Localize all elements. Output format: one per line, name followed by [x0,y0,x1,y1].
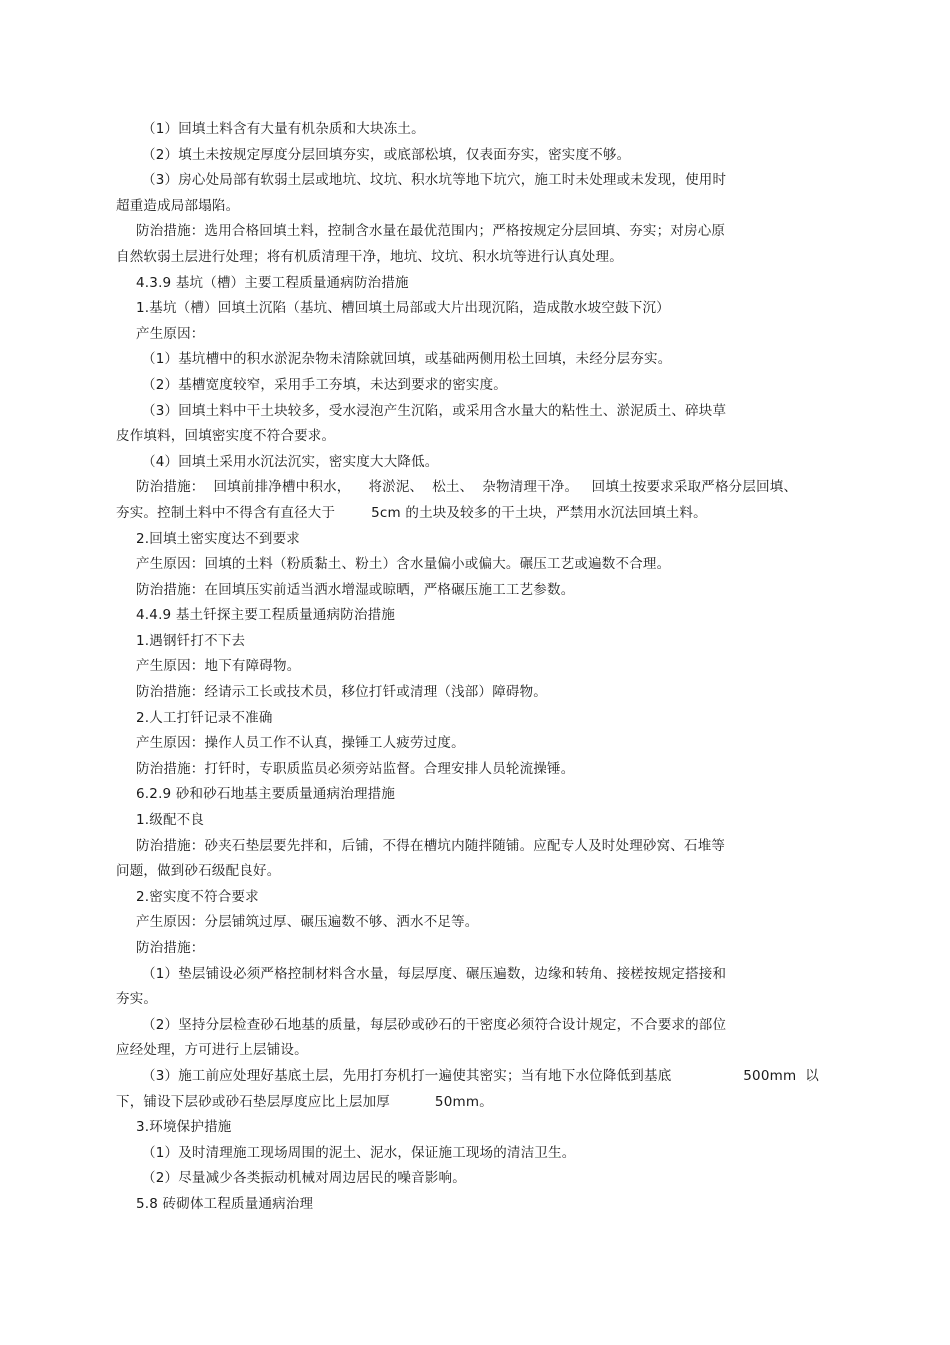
text-line: 产生原因：分层铺筑过厚、碾压遍数不够、洒水不足等。 [136,914,479,931]
text-line: （1）垫层铺设必须严格控制材料含水量，每层厚度、碾压遍数，边缘和转角、接槎按规定搭接和 [142,965,727,982]
text-line: （1）及时清理施工现场周围的泥土、泥水，保证施工现场的清洁卫生。 [142,1144,576,1161]
text-line: （3）房心处局部有软弱土层或地坑、坟坑、积水坑等地下坑穴，施工时未处理或未发现，使用时 [142,172,727,189]
text-line: 超重造成局部塌陷。 [116,197,240,214]
text-line: （3）施工前应处理好基底土层，先用打夯机打一遍使其密实；当有地下水位降低到基底 500mm 以 [142,1067,819,1084]
text-line: （3）回填土料中干土块较多，受水浸泡产生沉陷，或采用含水量大的粘性土、淤泥质土、碎块草 [142,402,727,419]
text-line: 防治措施：经请示工长或技术员，移位打钎或清理（浅部）障碍物。 [136,684,547,701]
subsection-heading: 3.环境保护措施 [136,1119,232,1136]
text-line: （2）坚持分层检查砂石地基的质量，每层砂或砂石的干密度必须符合设计规定，不合要求的部位 [142,1016,727,1033]
document-body [116,117,856,1218]
text-line: （2）基槽宽度较窄，采用手工夯填，未达到要求的密实度。 [142,376,507,393]
text-line: 问题，做到砂石级配良好。 [116,863,281,880]
text-line: 应经处理，方可进行上层铺设。 [116,1042,308,1059]
text-line: 产生原因： [136,325,205,342]
text-line: 防治措施：打钎时，专职质监员必须旁站监督。合理安排人员轮流操锤。 [136,760,575,777]
text-line: 自然软弱土层进行处理；将有机质清理干净，地坑、坟坑、积水坑等进行认真处理。 [116,248,623,265]
text-line: （2）填土未按规定厚度分层回填夯实，或底部松填，仅表面夯实，密实度不够。 [142,146,631,163]
text-line: （1）基坑槽中的积水淤泥杂物未清除就回填，或基础两侧用松土回填，未经分层夯实。 [142,351,672,368]
subsection-heading: 1.级配不良 [136,812,205,829]
text-line: 防治措施： [136,940,205,956]
section-heading: 4.3.9 基坑（槽）主要工程质量通病防治措施 [136,274,409,291]
text-line: 夯实。控制土料中不得含有直径大于 5cm 的土块及较多的干土块，严禁用水沉法回填土料。 [116,504,707,521]
text-line: 产生原因：回填的土料（粉质黏土、粉土）含水量偏小或偏大。碾压工艺或遍数不合理。 [136,556,671,573]
subsection-heading: 2.回填土密实度达不到要求 [136,530,300,547]
text-line: （4）回填土采用水沉法沉实，密实度大大降低。 [142,453,439,470]
text-line: 产生原因：地下有障碍物。 [136,658,301,675]
text-line: 皮作填料，回填密实度不符合要求。 [116,428,336,445]
text-line: 防治措施： 回填前排净槽中积水， 将淤泥、 松土、 杂物清理干净。 回填土按要求采取严格分层回填、 [136,479,798,496]
subsection-heading: 1.基坑（槽）回填土沉陷（基坑、槽回填土局部或大片出现沉陷，造成散水坡空鼓下沉） [136,300,670,317]
text-line: 防治措施：在回填压实前适当洒水增湿或晾晒，严格碾压施工工艺参数。 [136,581,575,598]
section-heading: 5.8 砖砌体工程质量通病治理 [136,1195,314,1212]
subsection-heading: 1.遇钢钎打不下去 [136,632,246,649]
text-line: 下，铺设下层砂或砂石垫层厚度应比上层加厚 50mm。 [116,1093,493,1110]
text-line: 防治措施：砂夹石垫层要先拌和，后铺，不得在槽坑内随拌随铺。应配专人及时处理砂窝、石堆等 [136,837,726,854]
section-heading: 6.2.9 砂和砂石地基主要质量通病治理措施 [136,786,396,803]
text-line: （1）回填土料含有大量有机杂质和大块冻土。 [142,121,425,137]
subsection-heading: 2.人工打钎记录不准确 [136,709,273,726]
text-line: 产生原因：操作人员工作不认真，操锤工人疲劳过度。 [136,735,465,752]
text-line: 夯实。 [116,991,158,1008]
subsection-heading: 2.密实度不符合要求 [136,888,259,905]
text-line: （2）尽量减少各类振动机械对周边居民的噪音影响。 [142,1170,466,1187]
section-heading: 4.4.9 基土钎探主要工程质量通病防治措施 [136,607,396,624]
text-line: 防治措施：选用合格回填土料，控制含水量在最优范围内；严格按规定分层回填、夯实；对房心原 [136,223,726,240]
